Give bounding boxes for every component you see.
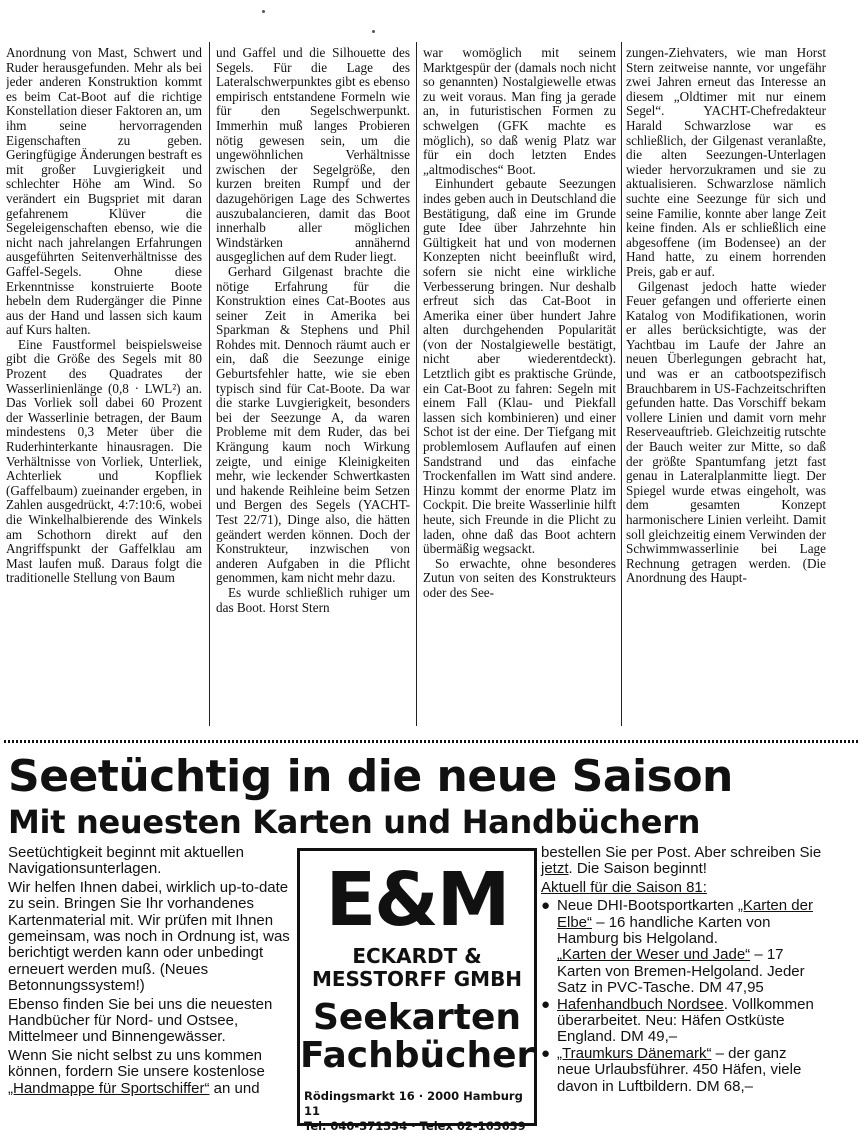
product-title: „Karten der Weser und Jade“: [557, 946, 751, 964]
offer-item: [541, 898, 823, 996]
offer-text: [557, 997, 823, 1046]
bullet-icon: ●: [541, 995, 551, 1013]
handmappe-link[interactable]: „Handmappe für Sportschiffer“: [8, 1079, 210, 1097]
offer-text: [557, 1046, 823, 1095]
product-title: „Karten der Elbe“: [557, 897, 813, 931]
paragraph: Gilgenast jedoch hatte wieder Feuer gefangen und offerierte einen Katalog von Modifikationen, worin er alles berücksichtigte, was der Yachtbau im Laufe der Jahre an neuen Überlegungen gebracht hat, und was er an catbootspezifisch Brauchbarem in US-Fachzeitschriften gefunden hatte. Das Vorschiff bekam vollere Linien und damit vorn mehr Reserveauftrieb. Gleichzeitig rutschte der Bauch weiter zur Mitte, so daß der größte Spantumfang jetzt fast genau in Lateralplanmitte liegt. Der Spiegel wurde etwas eingeholt, was dem gesamten Konzept harmonischere Linien verleiht. Damit soll gleichzeitig einem Verwinden der Schwimmwasserlinie bei Lage Rechnung getragen werden. (Die Anordnung des Haupt-: [626, 278, 826, 586]
paragraph: und Gaffel und die Silhouette des Segels. Für die Lage des Lateralschwerpunktes gibt es ebenso empirisch entstandene Formeln wie für den Segelschwerpunkt. Immerhin muß langes Probieren nötig gewesen sein, um die ungewöhnlichen Verhältnisse zwischen der Segelgröße, den kurzen breiten Rumpf und der dazugehörigen Lage des Schwertes auszubalancieren, damit das Boot innerhalb aller möglichen Windstärken annähernd ausgeglichen auf dem Ruder liegt.: [216, 46, 410, 265]
article-column-1: [6, 46, 202, 722]
product-title: „Traumkurs Dänemark“: [557, 1044, 712, 1062]
ad-paragraph: [8, 1048, 290, 1097]
ad-text-run: – 16 handliche Karten von Hamburg bis Helgoland.: [557, 913, 771, 948]
ad-right-text: [541, 845, 823, 1095]
paragraph: So erwachte, ohne besonderes Zutun von seiten des Konstrukteurs oder des See-: [423, 555, 616, 600]
column-rule: [621, 42, 622, 726]
ad-intro: [541, 845, 823, 878]
ad-paragraph: Wir helfen Ihnen dabei, wirklich up-to-date zu sein. Bringen Sie Ihr vorhandenes Kartenmaterial mit. Wir prüfen mit Ihnen gemeinsam, was noch in Ordnung ist, was berichtigt werden kann oder unbedingt erneuert werden muß. (Neues Betonnungssystem!): [8, 878, 290, 995]
advertisement: [0, 745, 864, 1133]
ad-divider: [4, 740, 860, 743]
emphasis-jetzt: jetzt: [541, 860, 569, 878]
product-seekarten: Seekarten: [312, 997, 521, 1038]
bullet-icon: ●: [541, 1044, 551, 1062]
offer-heading: Aktuell für die Saison 81:: [541, 878, 707, 896]
ad-text-run: bestellen Sie per Post. Aber schreiben Sie: [541, 844, 822, 861]
paragraph: war womöglich mit seinem Marktgespür der (damals noch nicht so genannten) Nostalgiewelle etwas zu weit voraus. Man fing ja gerade an, in futuristischen Formen zu schwelgen (GFK machte es möglich), so daß wenig Platz war für ein doch letzten Endes „altmodisches“ Boot.: [423, 46, 616, 177]
scan-mark: [262, 10, 265, 13]
paragraph: Anordnung von Mast, Schwert und Ruder herausgefunden. Mehr als bei jeder anderen Konstruktion kommt es beim Cat-Boot auf die richtige Konstellation dieser Faktoren an, um ihm seine hervorragenden Eigenschaften zu geben. Geringfügige Änderungen bestraft es mit großer Luvgierigkeit und schlechter Höhe am Wind. So verändert ein Bugspriet mit daran gefahrenem Klüver die Segeleigenschaften ebenso, wie die nicht nach jahrelangen Erfahrungen ausgeführten Seitenverhältnisse des Gaffel-Segels. Ohne diese Erkenntnisse konstruierte Boote hebeln dem Rudergänger die Pinne aus der Hand und lassen sich kaum auf Kurs halten.: [6, 46, 202, 338]
ad-subheadline: Mit neuesten Karten und Handbüchern: [8, 803, 701, 841]
scan-mark: [372, 30, 375, 33]
paragraph: Eine Faustformel beispielsweise gibt die Größe des Segels mit 80 Prozent des Quadrates der Wasserlinienlänge (0,8 · LWL²) an. Das Vorliek soll dabei 60 Prozent der Wasserlinie betragen, der Baum mindestens 0,3 Meter über die Ruderhinterkante hinausragen. Die Verhältnisse von Vorliek, Unterliek, Achterliek und Kopfliek (Gaffelbaum) zueinander ergeben, in Zahlen ausgedrückt, 4:7:10:6, wobei die Winkelhalbierende des Winkels am Schothorn direkt auf den Angriffspunkt der Gaffelklau am Mast laufen muß. Daraus folgt die traditionelle Stellung von Baum: [6, 336, 202, 586]
ad-text-run: . Vollkommen überarbeitet. Neu: Häfen Ostküste England. DM 49,–: [557, 995, 814, 1046]
ad-text-run: – 17 Karten von Bremen-Helgoland. Jeder Satz in PVC-Tasche. DM 47,95: [557, 946, 805, 997]
column-rule: [209, 42, 210, 726]
paragraph: Es wurde schließlich ruhiger um das Boot. Horst Stern: [216, 584, 410, 615]
offer-item: [541, 997, 823, 1046]
company-address: Rödingsmarkt 16 · 2000 Hamburg 11: [304, 1089, 523, 1118]
ad-text-run: Neue DHI-Bootsportkarten: [557, 897, 738, 915]
company-name: ECKARDT & MESSTORFF GMBH: [311, 944, 523, 991]
product-fachbuecher: Fachbücher: [300, 1035, 535, 1076]
article-column-2: [216, 46, 410, 722]
paragraph: Gerhard Gilgenast brachte die nötige Erfahrung für die Konstruktion eines Cat-Bootes aus seiner Zeit in Amerika bei Sparkman & Stephens und Phil Rohdes mit. Dennoch räumt auch er ein, daß die Seezunge einige Geburtsfehler hatte, wie sie eben typisch sind für Cat-Boote. Da war die starke Luvgierigkeit, besonders bei der Seezunge A, da waren Probleme mit dem Ruder, das bei Krängung kaum noch Wirkung zeigte, und einige Kleinigkeiten mehr, wie leckender Schwertkasten und hakende Reihleine beim Setzen und Bergen des Segels (YACHT-Test 22/71), Dinge also, die hätten geändert werden können. Doch der Konstrukteur, inzwischen von anderen Aufgaben in die Pflicht genommen, kam nicht mehr dazu.: [216, 263, 410, 586]
offer-item: [541, 1046, 823, 1095]
offer-text: [557, 898, 823, 996]
company-logo-box: [297, 848, 537, 1133]
company-logo: E&M: [325, 857, 509, 943]
company-phone: Tel. 040-371334 · Telex 02-163639: [304, 1119, 526, 1133]
ad-paragraph: Ebenso finden Sie bei uns die neuesten Handbücher für Nord- und Ostsee, Mittelmeer und Binnengewässer.: [8, 995, 273, 1046]
ad-text-run: . Die Saison beginnt!: [568, 860, 707, 878]
ad-headline: Seetüchtig in die neue Saison: [8, 751, 733, 802]
article-column-4: [626, 46, 826, 722]
ad-text-run: Wenn Sie nicht selbst zu uns kommen können, fordern Sie unsere kostenlose: [8, 1046, 265, 1081]
product-title: Hafenhandbuch Nordsee: [557, 995, 724, 1013]
article-column-3: [423, 46, 616, 722]
ad-paragraph: Seetüchtigkeit beginnt mit aktuellen Navigationsunterlagen.: [8, 844, 244, 878]
paragraph: zungen-Ziehvaters, wie man Horst Stern zeitweise nannte, vor ungefähr zwei Jahren erneut das Interesse an diesem „Oldtimer mit nur einem Segel“. YACHT-Chefredakteur Harald Schwarzlose war es schließlich, der Gilgenast veranlaßte, die alten Seezungen-Unterlagen wieder hervorzukramen und sie zu aktualisieren. Schwarzlose nämlich suchte eine Seezunge für sich und seine Familie, konnte aber lange Zeit keine finden. Als er schließlich eine abgesoffene (im Bodensee) an der Hand hatte, zu einem horrenden Preis, gab er auf.: [626, 46, 826, 279]
paragraph: Einhundert gebaute Seezungen indes geben auch in Deutschland die Bestätigung, daß eine im Grunde gute Idee über Jahrzehnte hin Gültigkeit hat und von modernen Konzepten nicht beeinflußt wird, sofern sie nicht eine wirkliche Verbesserung bringen. Nur deshalb erfreut sich das Cat-Boot in Amerika einer über hundert Jahre alten durchgehenden Popularität (von der Nostalgiewelle bestätigt, nicht aber wiederentdeckt). Letztlich gibt es praktische Gründe, ein Cat-Boot zu fahren: Segeln mit einem Fall (Klau- und Piekfall lassen sich kombinieren) und einer Schot ist der eine. Der Tiefgang mit problemlosem Auflaufen auf einen Sandstrand und das einfache Trockenfallen im Watt sind andere. Hinzu kommt der enorme Platz im Cockpit. Die breite Wasserlinie hilft heute, sich Freunde in die Plicht zu laden, ohne daß das Boot achtern übermäßig wegsackt.: [423, 176, 616, 557]
ad-text-run: an und: [209, 1079, 260, 1097]
bullet-icon: ●: [541, 897, 551, 915]
column-rule: [416, 42, 417, 726]
ad-left-text: [8, 845, 290, 1099]
ad-text-run: – der ganz neue Urlaubsführer. 450 Häfen, viele davon in Luftbildern. DM 68,–: [557, 1044, 802, 1095]
